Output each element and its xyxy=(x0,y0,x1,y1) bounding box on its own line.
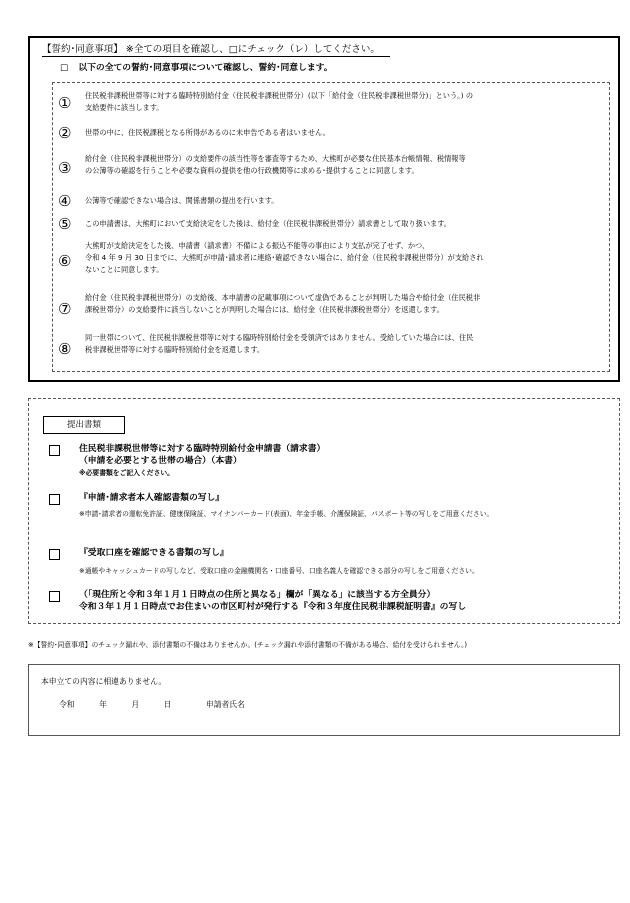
pledge-title-prefix: 【誓約･同意事項】 ※全ての項目を確認し、 xyxy=(42,44,229,55)
documents-section xyxy=(28,398,620,624)
declaration-text: 本申立ての内容に相違ありません。 xyxy=(41,677,167,686)
document-checkbox[interactable] xyxy=(49,445,60,456)
document-title: 『受取口座を確認できる書類の写し』 xyxy=(79,548,229,558)
item-text: 給付金（住民税非課税世帯分）の支給要件の該当性等を審査等するため、大熊町が必要な住民基本台帳情報、税情報等 の公簿等の確認を行うことや必要な資料の提供を他の行政機関等に求める･提供することに同意します。 xyxy=(85,154,466,175)
day-label: 日 xyxy=(163,700,172,709)
item-text: 大熊町が支給決定をした後、申請書（請求書）不備による振込不能等の事由により支払が完了せず、かつ、 令和 4 年 9 月 30 日までに、大熊町が申請･請求者に連絡･確認できない場合に、給付金（住民税非課税世帯分）が支給され ないことに同意します。 xyxy=(85,241,484,274)
month-label: 月 xyxy=(131,700,140,709)
pledge-section xyxy=(28,36,620,382)
item-text: この申請書は、大熊町において支給決定をした後は、給付金（住民税非課税世帯分）請求書として取り扱います。 xyxy=(85,219,451,228)
document-checkbox[interactable] xyxy=(49,591,60,602)
item-number: ⑧ xyxy=(58,340,72,358)
item-number: ⑦ xyxy=(58,300,72,318)
item-text: 公簿等で確認できない場合は、関係書類の提出を行います。 xyxy=(85,196,279,205)
pledge-agree-label: 以下の全ての誓約･同意事項について確認し、誓約･同意します。 xyxy=(78,63,333,73)
declaration-section xyxy=(28,664,620,736)
item-text: 同一世帯について、住民税非課税世帯等に対する臨時特別給付金を受領済ではありません。受給していた場合には、住民 税非課税世帯等に対する臨時特別給付金を返還します。 xyxy=(85,333,474,354)
footnote: ※【誓約･同意事項】のチェック漏れや、添付書類の不備はありませんか。(チェック漏れや添付書類の不備がある場合、給付を受けられません。) xyxy=(28,641,468,649)
document-checkbox[interactable] xyxy=(49,494,60,505)
pledge-agree-all[interactable] xyxy=(60,62,333,74)
item-number: ⑤ xyxy=(58,215,72,233)
era-label: 令和 xyxy=(59,700,75,709)
document-note: ※必要書類をご記入ください。 xyxy=(79,469,174,477)
checkbox-glyph: □ xyxy=(228,44,238,55)
pledge-title-suffix: にチェック（レ）してください。 xyxy=(237,44,380,55)
document-title: （「現住所と令和３年１月１日時点の住所と異なる」欄が「異なる」に該当する方全員分） 令和３年１月１日時点でお住まいの市区町村が発行する『令和３年度住民税非課税証明書』の写し xyxy=(79,590,467,612)
pledge-title xyxy=(42,44,390,57)
year-label: 年 xyxy=(99,700,107,709)
item-number: ② xyxy=(58,124,72,142)
pledge-agree-checkbox[interactable]: □ xyxy=(60,63,69,73)
document-note: ※申請･請求者の運転免許証、健康保険証、マイナンバーカード(表面)、年金手帳、介護保険証、パスポート等の写しをご用意ください。 xyxy=(79,510,494,518)
item-number: ① xyxy=(58,94,72,112)
document-checkbox[interactable] xyxy=(49,549,60,560)
pledge-items xyxy=(52,82,610,372)
document-note: ※通帳やキャッシュカードの写しなど、受取口座の金融機関名・口座番号、口座名義人を確認できる部分の写しをご用意ください。 xyxy=(79,567,479,575)
item-number: ④ xyxy=(58,192,72,210)
item-number: ③ xyxy=(58,159,72,177)
document-title: 住民税非課税世帯等に対する臨時特別給付金申請書（請求書） （申請を必要とする世帯の場合）（本書） xyxy=(79,444,326,466)
item-text: 世帯の中に、住民税課税となる所得があるのに未申告である者はいません。 xyxy=(85,128,330,137)
item-text: 住民税非課税世帯等に対する臨時特別給付金（住民税非課税世帯分）(以下「給付金（住民税非課税世帯分)」という。) の 支給要件に該当します。 xyxy=(85,91,474,112)
applicant-name-label: 申請者氏名 xyxy=(205,700,245,709)
document-title: 『申請･請求者本人確認書類の写し』 xyxy=(79,493,225,503)
date-row xyxy=(59,699,267,710)
item-text: 給付金（住民税非課税世帯分）の支給後、本申請書の記載事項について虚偽であることが判明した場合や給付金（住民税非 課税世帯分）の支給要件に該当しないことが判明した場合には、給付金（住民税非課税世帯分）を返還します。 xyxy=(85,293,481,314)
documents-header: 提出書類 xyxy=(43,416,125,434)
item-number: ⑥ xyxy=(58,252,72,270)
